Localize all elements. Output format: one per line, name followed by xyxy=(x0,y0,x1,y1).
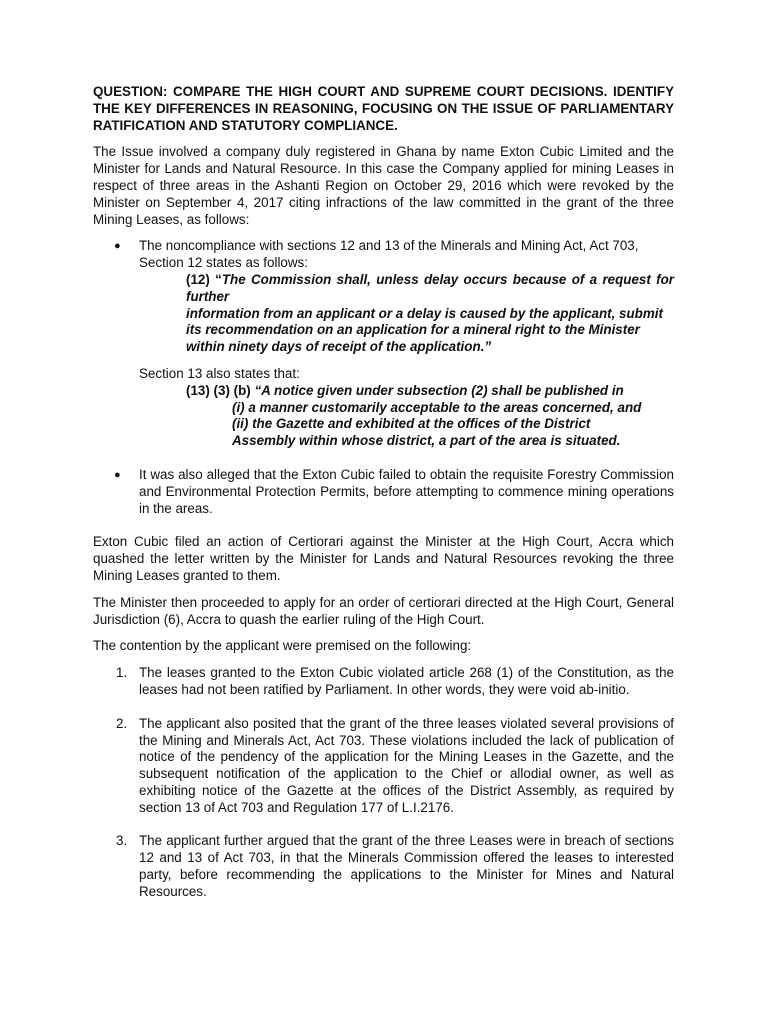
section-13-item-3: Assembly within whose district, a part of the area is situated. xyxy=(232,433,621,449)
list-item-number: 3. xyxy=(116,833,128,849)
list-item-text: The leases granted to the Exton Cubic violated article 268 (1) of the Constitution, as the leases had not been ratified by Parliament. In other words, they were void ab-initio. xyxy=(139,665,674,697)
bullet-item-2 xyxy=(93,467,674,517)
question-heading: QUESTION: COMPARE THE HIGH COURT AND SUPREME COURT DECISIONS. IDENTIFY THE KEY DIFFERENCES IN REASONING, FOCUSING ON THE ISSUE OF PARLIAMENTARY RATIFICATION AND STATUTORY COMPLIANCE. xyxy=(93,84,674,133)
list-item-text: The applicant further argued that the grant of the three Leases were in breach of sections 12 and 13 of Act 703, in that the Minerals Commission offered the leases to interested party, before recommending the applications to the Minister for Mines and Natural Resources. xyxy=(139,833,674,899)
section-12-number: (12) “ xyxy=(186,271,222,287)
section-13-quote xyxy=(93,383,674,400)
bullet-list xyxy=(93,238,674,517)
section-13-label: Section 13 also states that: xyxy=(139,365,300,381)
list-item-number: 1. xyxy=(116,665,128,681)
section-13-number: (13) (3) (b) xyxy=(186,382,255,398)
bullet-item-1-text: The noncompliance with sections 12 and 13 of the Minerals and Mining Act, Act 703, xyxy=(139,238,639,254)
section-12-line-2: information from an applicant or a delay is caused by the applicant, submit its recommendation on an application for a mineral right to the Minister within ninety days of receipt of the application.” xyxy=(186,305,663,355)
section-13-item-2: (ii) the Gazette and exhibited at the offices of the District xyxy=(232,416,591,432)
section-12-quote-cont xyxy=(93,306,674,356)
certiorari-paragraph: Exton Cubic filed an action of Certiorari against the Minister at the High Court, Accra which quashed the letter written by the Minister for Lands and Natural Resources revoking the three Mining Leases granted to them. xyxy=(93,534,674,583)
list-item xyxy=(93,665,674,699)
bullet-icon: ● xyxy=(114,468,121,481)
section-12-label: Section 12 states as follows: xyxy=(139,255,308,271)
bullet-icon: ● xyxy=(114,240,121,253)
bullet-item-1 xyxy=(93,238,674,255)
bullet-item-2-text: It was also alleged that the Exton Cubic failed to obtain the requisite Forestry Commission and Environmental Protection Permits, before attempting to commence mining operations in the areas. xyxy=(139,466,674,516)
section-13-item-1: (i) a manner customarily acceptable to the areas concerned, and xyxy=(232,399,642,415)
intro-paragraph: The Issue involved a company duly registered in Ghana by name Exton Cubic Limited and the Minister for Lands and Natural Resource. In this case the Company applied for mining Leases in respect of three areas in the Ashanti Region on October 29, 2016 which were revoked by the Minister on September 4, 2017 citing infractions of the law committed in the grant of the three Mining Leases, as follows: xyxy=(93,144,674,227)
list-item xyxy=(93,833,674,900)
numbered-list xyxy=(93,665,674,901)
list-item-number: 2. xyxy=(116,715,128,731)
section-13-line-1: “A notice given under subsection (2) shall be published in xyxy=(254,382,624,398)
section-12-line-1: The Commission shall, unless delay occurs because of a request for further xyxy=(186,271,674,304)
list-item-text: The applicant also posited that the grant of the three leases violated several provisions of the Mining and Minerals Act, Act 703. These violations included the lack of publication of notice of the pendency of the application for the Mining Leases in the Gazette, and the subsequent notification of the application to the Chief or allodial owner, as well as exhibiting notice of the Gazette at the offices of the District Assembly, as required by section 13 of Act 703 and Regulation 177 of L.I.2176. xyxy=(139,715,674,815)
minister-paragraph: The Minister then proceeded to apply for an order of certiorari directed at the High Court, General Jurisdiction (6), Accra to quash the earlier ruling of the High Court. xyxy=(93,594,674,627)
list-item xyxy=(93,716,674,817)
section-12-quote xyxy=(93,272,674,306)
document-body xyxy=(93,84,674,901)
contention-paragraph: The contention by the applicant were premised on the following: xyxy=(93,638,472,654)
